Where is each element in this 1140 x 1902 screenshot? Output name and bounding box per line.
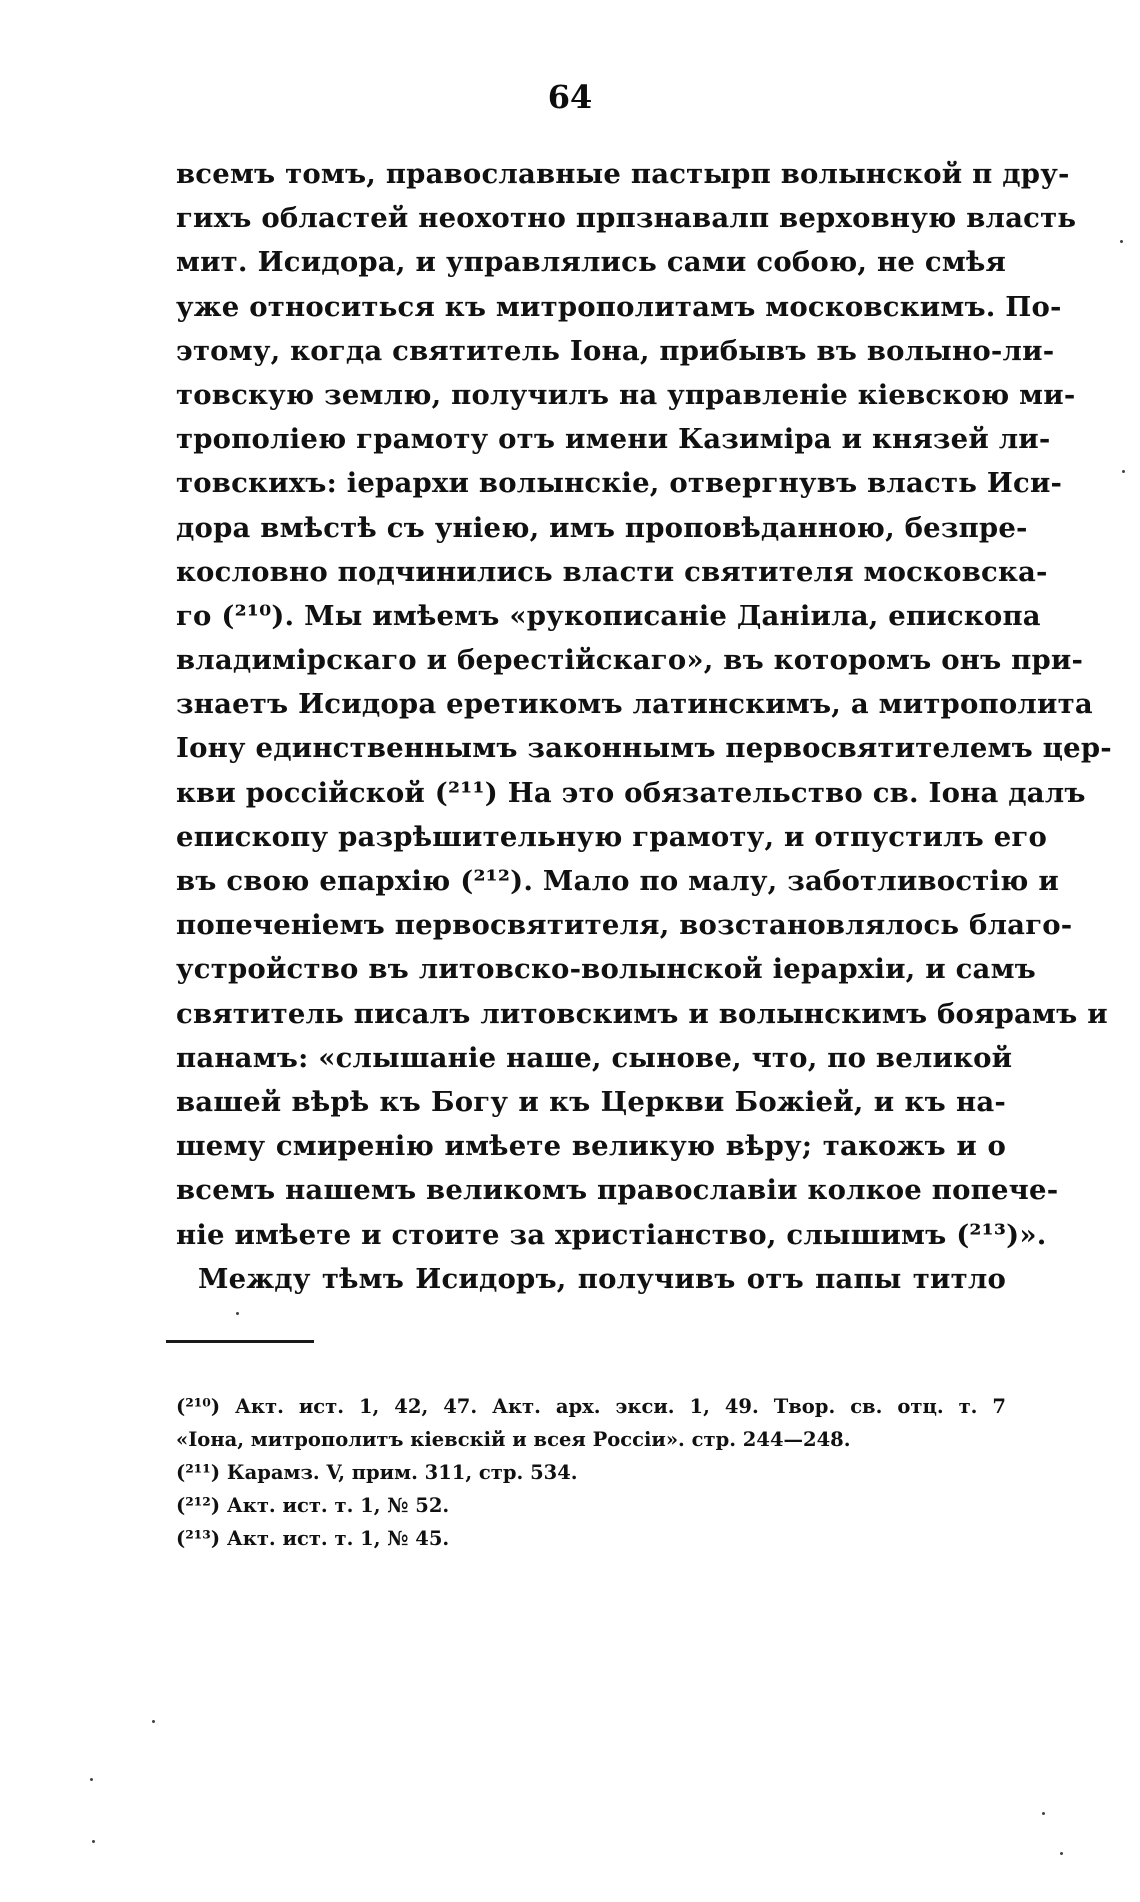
footnote-line: (²¹⁰) Акт. ист. 1, 42, 47. Акт. арх. экси. 1, 49. Твор. св. отц. т. 7 (176, 1395, 1006, 1418)
text-line: Іону единственнымъ законнымъ первосвятителемъ цер- (176, 732, 1112, 765)
text-line: этому, когда святитель Іона, прибывъ въ волыно-ли- (176, 334, 1055, 367)
text-line: владимірскаго и берестійскаго», въ которомъ онъ при- (176, 644, 1084, 677)
footnote-line: (²¹³) Акт. ист. т. 1, № 45. (176, 1527, 450, 1550)
footnote-line: «Іона, митрополитъ кіевскій и всея Россіи». стр. 244—248. (176, 1428, 851, 1451)
text-line: вашей вѣрѣ къ Богу и къ Церкви Божіей, и къ на- (176, 1085, 1006, 1118)
text-line: товскихъ: іерархи волынскіе, отвергнувъ власть Иси- (176, 467, 1063, 500)
text-line: всемъ томъ, православные пастырп волынской п дру- (176, 158, 1070, 190)
text-line: трополіею грамоту отъ имени Казиміра и князей ли- (176, 423, 1051, 456)
main-text-block (176, 152, 1112, 1301)
text-line: шему смиренію имѣете великую вѣру; такожъ и о (176, 1130, 1006, 1163)
text-line: кви россійской (²¹¹) На это обязательство св. Іона далъ (176, 776, 1086, 809)
text-line: святитель писалъ литовскимъ и волынскимъ боярамъ и (176, 997, 1108, 1030)
footnote-line: (²¹¹) Карамз. V, прим. 311, стр. 534. (176, 1461, 578, 1484)
text-line-paragraph-start: Между тѣмъ Исидоръ, получивъ отъ папы титло (198, 1262, 1006, 1295)
text-line: гихъ областей неохотно прпзнавалп верховную власть (176, 202, 1077, 235)
text-line: го (²¹⁰). Мы имѣемъ «рукописаніе Даніила, епископа (176, 599, 1041, 632)
text-line: всемъ нашемъ великомъ православіи колкое попече- (176, 1174, 1059, 1207)
scan-speck (1122, 470, 1125, 473)
text-line: ніе имѣете и стоите за христіанство, слышимъ (²¹³)». (176, 1218, 1047, 1251)
scan-speck (1042, 1812, 1045, 1815)
footnote-separator-rule (166, 1340, 314, 1343)
text-line: кословно подчинились власти святителя московска- (176, 555, 1048, 588)
scan-speck (92, 1840, 95, 1843)
scan-speck (90, 1778, 93, 1781)
scan-speck (1060, 1852, 1063, 1855)
text-line: мит. Исидора, и управлялись сами собою, не смѣя (176, 246, 1006, 279)
page-number: 64 (547, 78, 593, 116)
scan-speck (1120, 240, 1123, 243)
footnote-line: (²¹²) Акт. ист. т. 1, № 52. (176, 1494, 450, 1517)
text-line: устройство въ литовско-волынской іерархіи, и самъ (176, 953, 1036, 986)
text-line: въ свою епархію (²¹²). Мало по малу, заботливостію и (176, 865, 1059, 897)
text-line: епископу разрѣшительную грамоту, и отпустилъ его (176, 820, 1048, 853)
text-line: панамъ: «слышаніе наше, сынове, что, по великой (176, 1041, 1013, 1074)
text-line: дора вмѣстѣ съ уніею, имъ проповѣданною, безпре- (176, 511, 1028, 544)
text-line: товскую землю, получилъ на управленіе кіевскою ми- (176, 378, 1076, 411)
footnotes-block (176, 1390, 1006, 1555)
text-line: знаетъ Исидора еретикомъ латинскимъ, а митрополита (176, 688, 1093, 721)
scan-speck (236, 1312, 239, 1315)
text-line: попеченіемъ первосвятителя, возстановлялось благо- (176, 909, 1073, 942)
scan-speck (152, 1720, 155, 1723)
text-line: уже относиться къ митрополитамъ московскимъ. По- (176, 290, 1062, 323)
